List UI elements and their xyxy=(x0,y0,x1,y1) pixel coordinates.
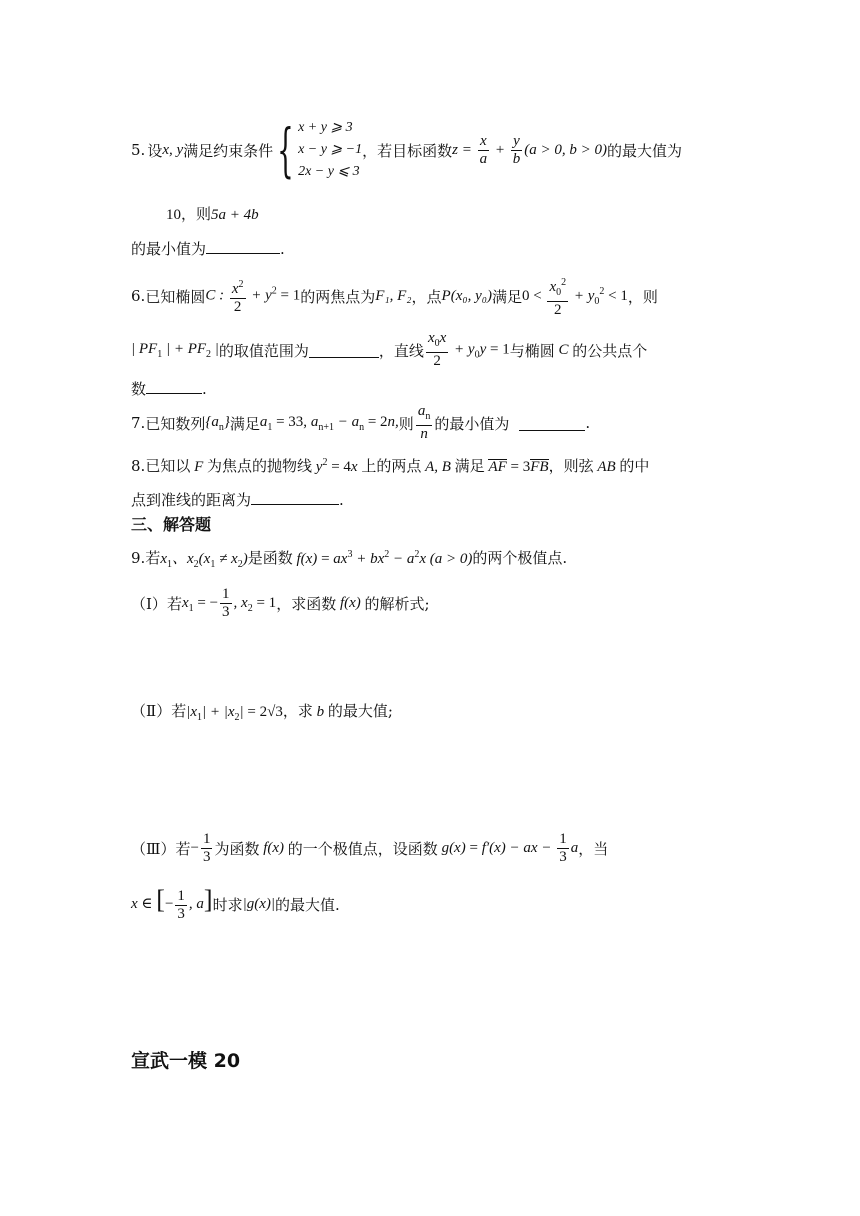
q5-objective: z = $\frac{x}{a}$ + $\frac{y}{b}$ xyxy=(452,132,521,167)
q5-line1: 5. 设 x, y 满足约束条件 { x + y ⩾ 3 x − y ⩾ −1 2x − y ⩽ 3 ，若目标函数 z = $\frac{x}{a}$ + $\frac{y}{b}$ (a > 0, b > 0) 的最大值为 xyxy=(131,116,682,184)
q6-condition: 0 < $\frac{x_0^2}{2}$ + $y_0^2 < 1$ xyxy=(522,274,628,319)
q6-line2: | $PF_1$ | + $PF_2$ | 的取值范围为 ，直线 $\frac{x_0x}{2}$ + $y_0y = 1$ 与椭圆 C 的公共点个 xyxy=(131,330,648,369)
q5-number: 5. xyxy=(131,141,146,159)
q6-answer-blank-1[interactable] xyxy=(309,343,379,358)
q5-line3: 的最小值为 . xyxy=(131,240,285,258)
footer-title: 宣武一模 20 xyxy=(131,1050,241,1072)
q6-answer-blank-2[interactable] xyxy=(146,379,202,394)
q5-answer-blank[interactable] xyxy=(206,239,280,254)
q5-constraints: x + y ⩾ 3 x − y ⩾ −1 2x − y ⩽ 3 xyxy=(298,120,363,179)
q9-part1: （Ⅰ） 若 $x_1$ = − $\frac{1}{3}$ , $x_2 = 1$ ，求函数 f(x) 的解析式; xyxy=(131,585,430,620)
q6-line3: 数 . xyxy=(131,380,207,398)
q9-stem: 9.若$x_1$、$x_2(x_1 \ne x_2)$是函数 $f(x) = ax^3 + bx^2 - a^2x$ (a > 0)的两个极值点. xyxy=(131,549,568,570)
q5-line2: 10，则5a + 4b xyxy=(166,205,259,223)
q7-answer-blank[interactable] xyxy=(519,416,585,431)
q8-line1: 8.已知以 F 为焦点的抛物线 $y^2 = 4x$ 上的两点 A, B 满足 AF = 3FB，则弦 AB 的中 xyxy=(131,457,650,475)
q9-part3-line1: （Ⅲ） 若 − $\frac{1}{3}$ 为函数 f(x) 的一个极值点，设函数 g(x) = f′(x) − ax − $\frac{1}{3}$ a ，当 xyxy=(131,830,609,865)
q6-line: $\frac{x_0x}{2}$ + $y_0y = 1$ xyxy=(427,330,510,369)
q7-line: 7. 已知数列 $\{a_n\}$ 满足 $a_1 = 33$, $a_{n+1} - a_n = 2n$, 则 $\frac{a_n}{n}$ 的最小值为 . xyxy=(131,403,591,442)
q7-recurrence: $a_1 = 33$, $a_{n+1} - a_n = 2n$, xyxy=(259,413,399,433)
q5-vars: x, y xyxy=(162,141,184,158)
q6-sum: | $PF_1$ | + $PF_2$ | xyxy=(131,340,219,360)
q9-part3-line2: x ∈ [− $\frac{1}{3}$ , a] 时求 |g(x)| 的最大值. xyxy=(131,885,340,922)
q6-line1: 6. 已知椭圆 C : $\frac{x^2}{2}$ + $y^2 = 1$ 的两焦点为 F₁, F₂ ，点 P(x₀, y₀) 满足 0 < $\frac{x_0^2}{2}$ + $y_0^2 < 1$ ，则 xyxy=(131,276,658,316)
q8-line2: 点到准线的距离为 . xyxy=(131,491,344,509)
q9-part2: （Ⅱ）若$|x_1| + |x_2| = 2√3$，求 b 的最大值; xyxy=(131,702,393,723)
q6-ellipse: C : $\frac{x^2}{2}$ + $y^2 = 1$ xyxy=(205,276,300,316)
q5-brace: { xyxy=(277,116,294,184)
q8-answer-blank[interactable] xyxy=(251,490,339,505)
section-title: 三、解答题 xyxy=(131,515,212,534)
